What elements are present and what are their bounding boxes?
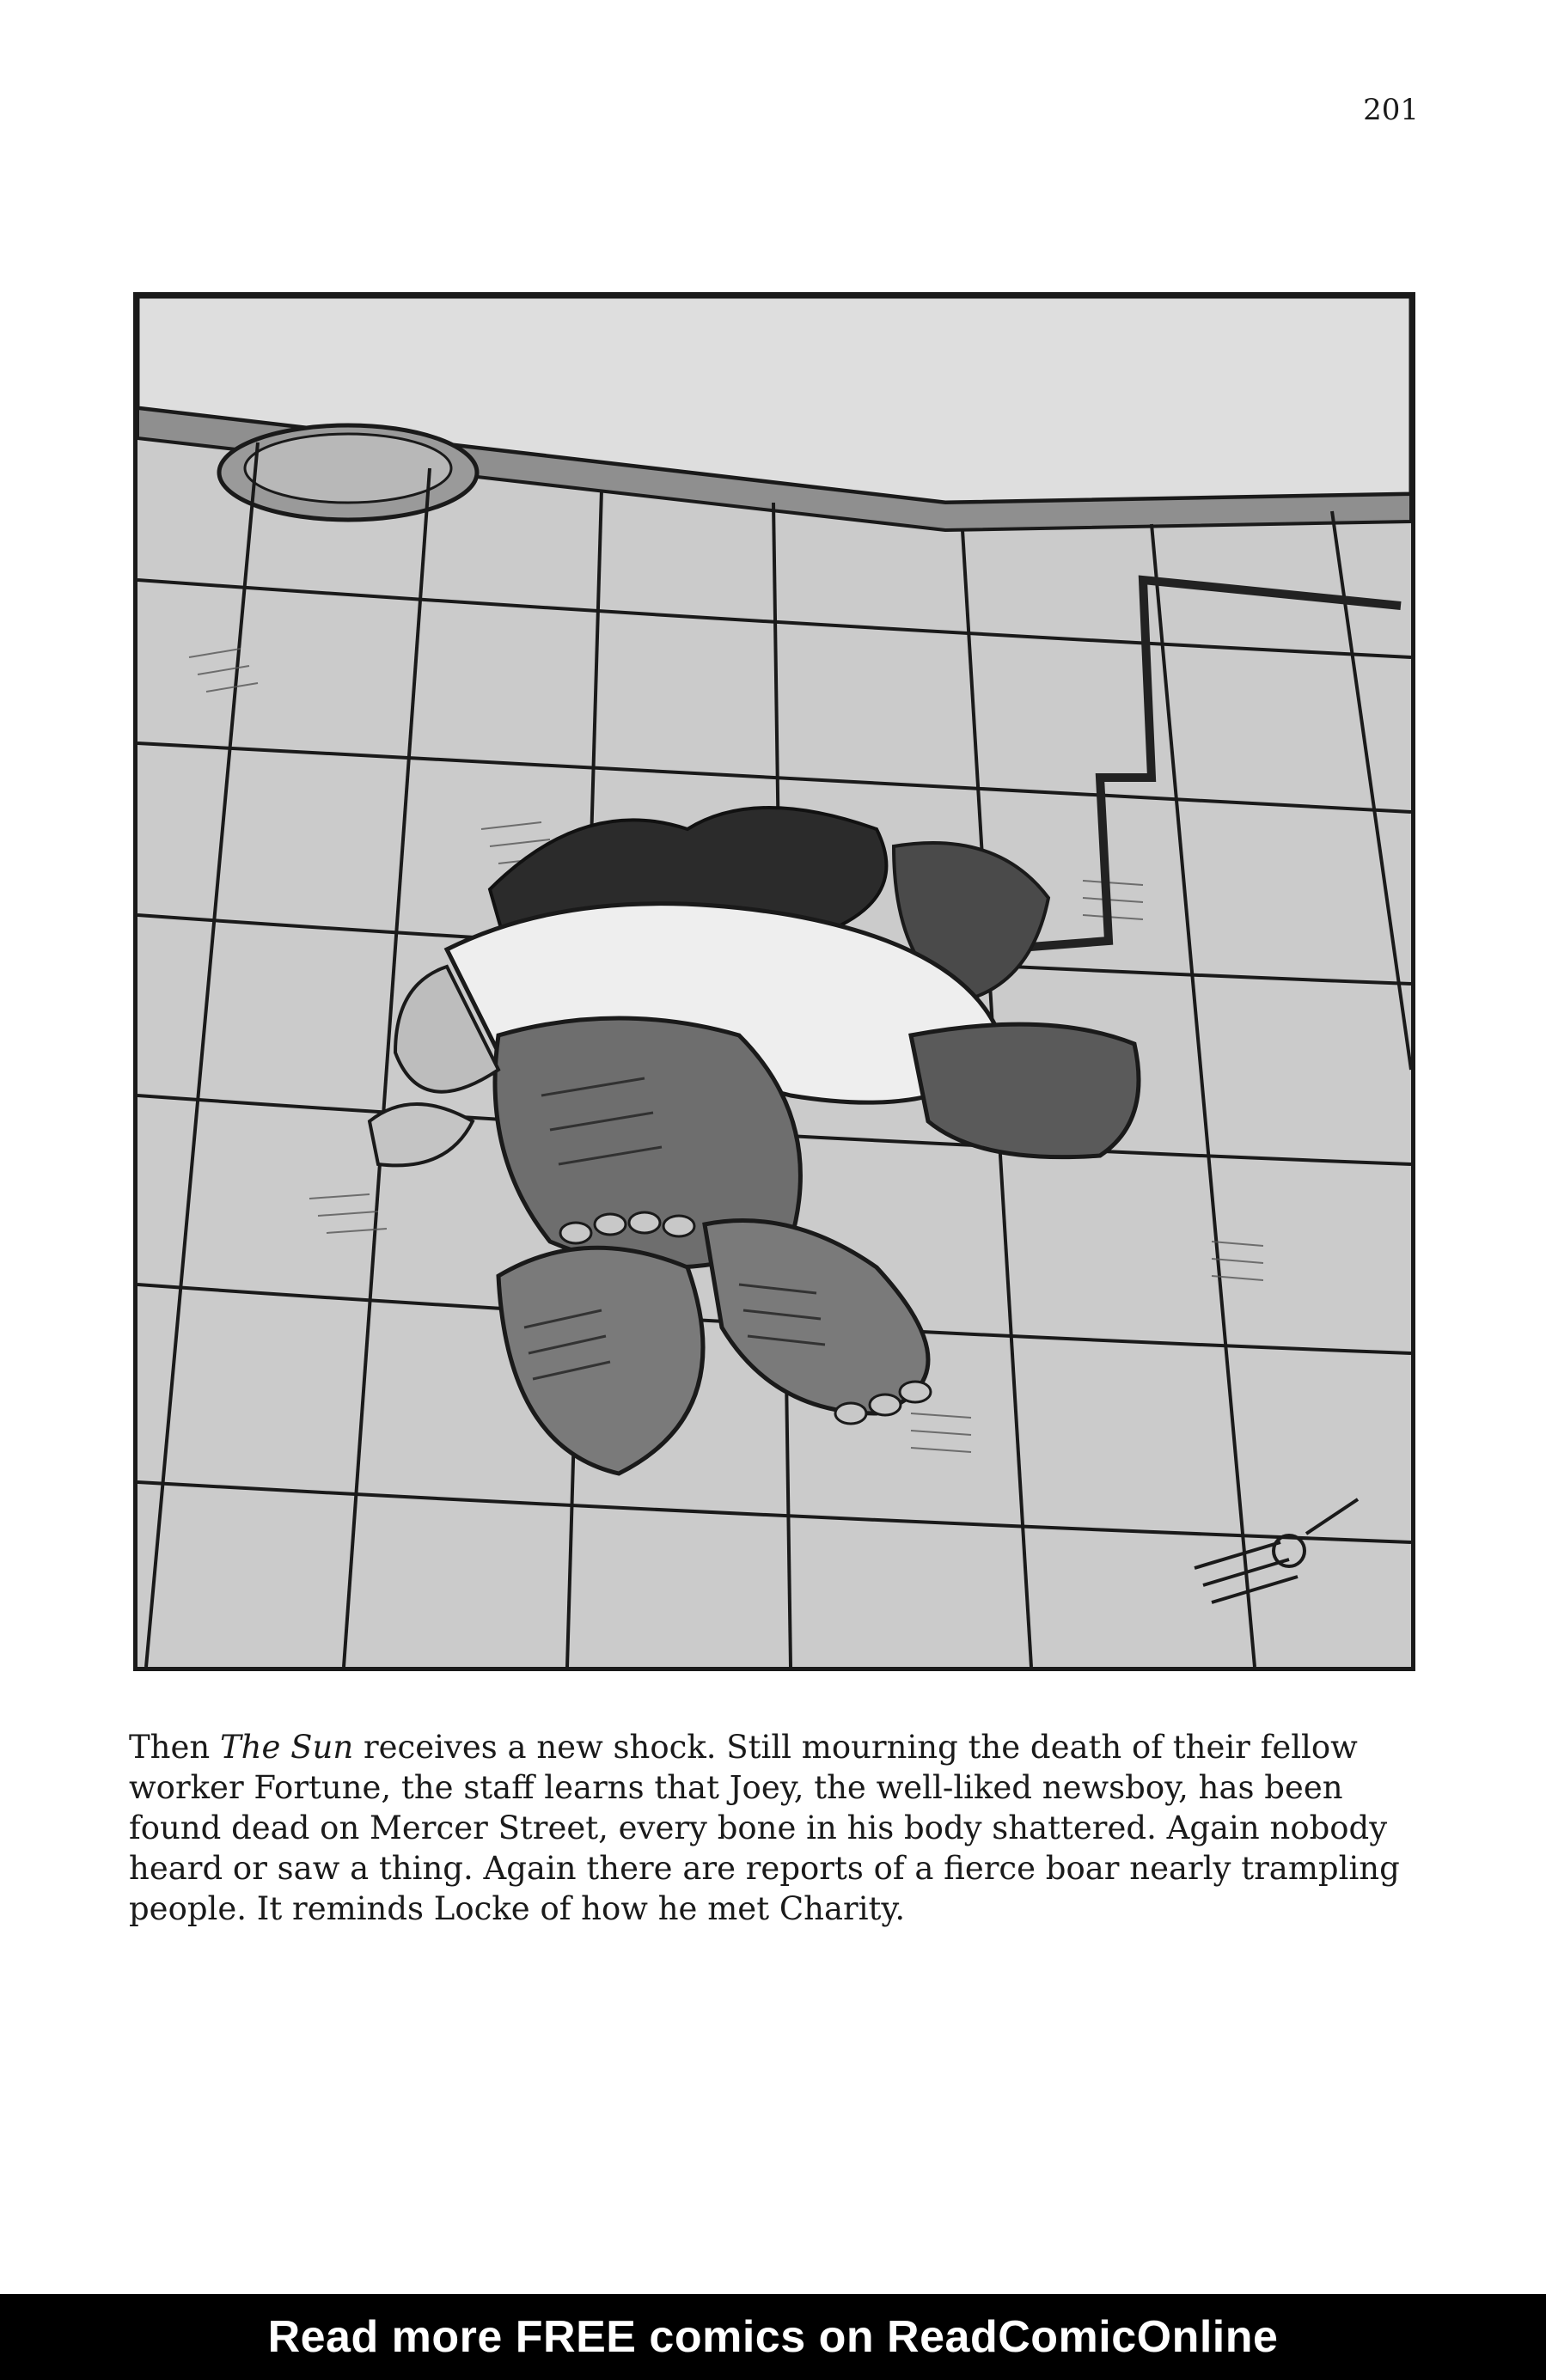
comic-panel-illustration (133, 292, 1415, 1671)
footer-banner[interactable] (0, 2294, 1546, 2380)
caption-prefix: Then (129, 1729, 220, 1766)
caption-newspaper-title: The Sun (220, 1729, 354, 1766)
caption-body: receives a new shock. Still mourning the death of their fellow worker Fortune, the staff learns that Joey, the well-liked newsboy, has been found dead on Mercer Street, every bone in his body shattered. Again nobody heard or saw a thing. Again there are reports of a fierce boar nearly trampling people. It reminds Locke of how he met Charity. (129, 1729, 1400, 1927)
street-scene-drawing (137, 296, 1411, 1667)
caption-text (129, 1727, 1418, 1929)
footer-link-text[interactable]: Read more FREE comics on ReadComicOnline (267, 2312, 1279, 2362)
page-number: 201 (1363, 93, 1419, 127)
